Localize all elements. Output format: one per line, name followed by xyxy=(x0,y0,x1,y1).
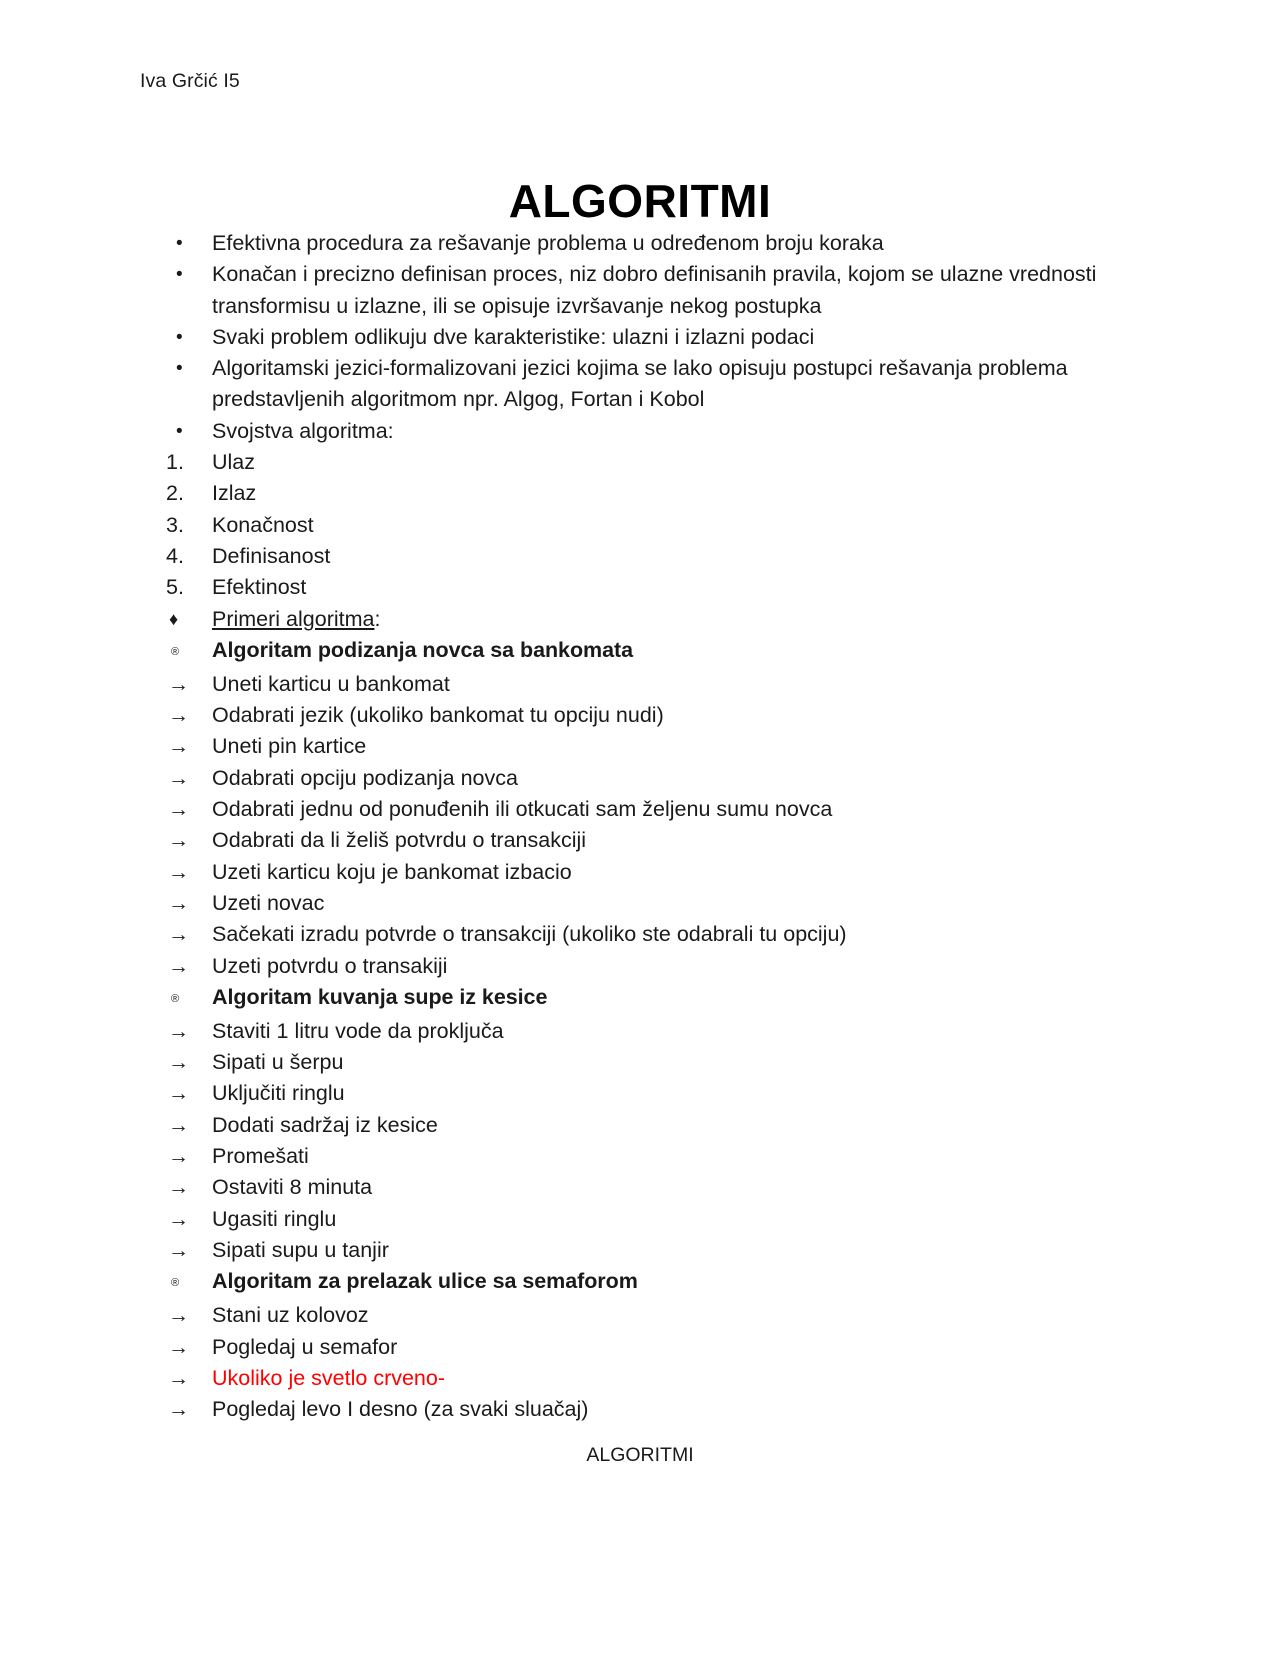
list-item xyxy=(140,1300,1140,1331)
arrow-right-icon: → xyxy=(168,1082,189,1106)
bullet-icon: • xyxy=(176,420,183,442)
registered-icon: ® xyxy=(171,1277,180,1290)
list-item xyxy=(140,322,1140,353)
list-item xyxy=(140,1394,1140,1425)
list-item-text: Odabrati jezik (ukoliko bankomat tu opciju nudi) xyxy=(212,703,664,728)
list-item xyxy=(140,1016,1140,1047)
list-item-text: Efektinost xyxy=(212,575,307,600)
author-header: Iva Grčić I5 xyxy=(140,70,240,92)
list-number: 1. xyxy=(166,450,184,475)
arrow-right-icon: → xyxy=(168,1304,189,1328)
list-item-text: Pogledaj levo I desno (za svaki sluačaj) xyxy=(212,1397,589,1422)
list-item xyxy=(140,700,1140,731)
list-item-text: Ugasiti ringlu xyxy=(212,1206,337,1231)
section-heading: Algoritam za prelazak ulice sa semaforom xyxy=(212,1269,638,1294)
arrow-right-icon: → xyxy=(168,954,189,978)
list-item xyxy=(140,731,1140,762)
trailing-punctuation: : xyxy=(374,606,381,631)
arrow-right-icon: → xyxy=(168,829,189,853)
list-item xyxy=(140,857,1140,888)
arrow-right-icon: → xyxy=(168,1019,189,1043)
list-item-text: Sačekati izradu potvrde o transakciji (ukoliko ste odabrali tu opciju) xyxy=(212,922,847,947)
bullet-icon: • xyxy=(176,326,183,348)
list-number: 5. xyxy=(166,575,184,600)
bullet-icon: • xyxy=(176,264,183,286)
arrow-right-icon: → xyxy=(168,1398,189,1422)
list-item-text: Uneti pin kartice xyxy=(212,734,367,759)
list-item xyxy=(140,888,1140,919)
list-item-text: Dodati sadržaj iz kesice xyxy=(212,1112,438,1137)
arrow-right-icon: → xyxy=(168,672,189,696)
list-item-text: Stani uz kolovoz xyxy=(212,1303,369,1328)
list-item xyxy=(140,982,1140,1016)
arrow-right-icon: → xyxy=(168,1113,189,1137)
list-item-text: Algoritamski jezici-formalizovani jezici kojima se lako opisuju postupci rešavanja problema predstavljenih algoritmom npr. Algog, Fortan i Kobol xyxy=(212,356,1068,412)
list-item xyxy=(140,1204,1140,1235)
list-item-text: Uzeti karticu koju je bankomat izbacio xyxy=(212,859,572,884)
list-item xyxy=(140,1235,1140,1266)
list-item xyxy=(140,669,1140,700)
arrow-right-icon: → xyxy=(168,923,189,947)
list-item-text: Odabrati opciju podizanja novca xyxy=(212,765,518,790)
list-item-text: Sipati u šerpu xyxy=(212,1050,344,1075)
arrow-right-icon: → xyxy=(168,1238,189,1262)
arrow-right-icon: → xyxy=(168,1176,189,1200)
list-item xyxy=(140,1141,1140,1172)
list-item xyxy=(140,951,1140,982)
arrow-right-icon: → xyxy=(168,860,189,884)
page-title: ALGORITMI xyxy=(508,174,772,227)
arrow-right-icon: → xyxy=(168,1335,189,1359)
list-number: 2. xyxy=(166,481,184,506)
list-item xyxy=(140,416,1140,447)
bullet-icon: • xyxy=(176,358,183,380)
underlined-text: Primeri algoritma xyxy=(212,606,375,631)
list-item xyxy=(140,794,1140,825)
list-item xyxy=(140,825,1140,856)
list-item xyxy=(140,353,1140,416)
list-item xyxy=(140,572,1140,603)
list-item-text: Svojstva algoritma: xyxy=(212,418,394,443)
document-body xyxy=(140,228,1140,1425)
list-item xyxy=(140,763,1140,794)
list-item-text: Odabrati da li želiš potvrdu o transakciji xyxy=(212,828,587,853)
arrow-right-icon: → xyxy=(168,1051,189,1075)
list-item xyxy=(140,510,1140,541)
list-item-text: Pogledaj u semafor xyxy=(212,1334,398,1359)
list-item-text: Konačnost xyxy=(212,512,314,537)
list-item-text: Uzeti novac xyxy=(212,890,325,915)
list-item-text: Ukoliko je svetlo crveno- xyxy=(212,1365,446,1390)
list-item xyxy=(140,447,1140,478)
list-item-text: Ostaviti 8 minuta xyxy=(212,1175,373,1200)
registered-icon: ® xyxy=(171,645,180,658)
list-item xyxy=(140,635,1140,669)
arrow-right-icon: → xyxy=(168,1366,189,1390)
list-item-text: Definisanost xyxy=(212,543,331,568)
list-item-text: Sipati supu u tanjir xyxy=(212,1237,389,1262)
arrow-right-icon: → xyxy=(168,704,189,728)
registered-icon: ® xyxy=(171,992,180,1005)
page-footer: ALGORITMI xyxy=(586,1444,694,1466)
arrow-right-icon: → xyxy=(168,735,189,759)
list-item-text: Ulaz xyxy=(212,450,256,475)
list-item xyxy=(140,1110,1140,1141)
list-item-text: Uključiti ringlu xyxy=(212,1081,345,1106)
section-heading: Algoritam kuvanja supe iz kesice xyxy=(212,984,548,1009)
list-item-text: Uneti karticu u bankomat xyxy=(212,671,450,696)
list-item-text: Svaki problem odlikuju dve karakteristike: ulazni i izlazni podaci xyxy=(212,324,815,349)
list-item-text: Staviti 1 litru vode da proključa xyxy=(212,1018,504,1043)
arrow-right-icon: → xyxy=(168,1145,189,1169)
arrow-right-icon: → xyxy=(168,1207,189,1231)
list-item-text xyxy=(212,604,1140,635)
list-item xyxy=(140,228,1140,259)
arrow-right-icon: → xyxy=(168,766,189,790)
section-heading: Algoritam podizanja novca sa bankomata xyxy=(212,637,634,662)
list-item-text: Efektivna procedura za rešavanje problema u određenom broju koraka xyxy=(212,231,884,255)
list-item xyxy=(140,541,1140,572)
arrow-right-icon: → xyxy=(168,891,189,915)
list-item xyxy=(140,604,1140,635)
list-item xyxy=(140,1047,1140,1078)
list-item xyxy=(140,919,1140,950)
list-number: 3. xyxy=(166,512,184,537)
list-item-text: Konačan i precizno definisan proces, niz dobro definisanih pravila, kojom se ulazne vrednosti transformisu u izlazne, ili se opisuje izvršavanje nekog postupka xyxy=(212,262,1097,318)
list-item xyxy=(140,259,1140,322)
bullet-icon: • xyxy=(176,233,183,254)
diamond-icon: ♦ xyxy=(169,608,179,629)
list-item xyxy=(140,1078,1140,1109)
list-item xyxy=(140,1332,1140,1363)
arrow-right-icon: → xyxy=(168,798,189,822)
list-number: 4. xyxy=(166,543,184,568)
list-item xyxy=(140,1363,1140,1394)
list-item-text: Uzeti potvrdu o transakiji xyxy=(212,953,448,978)
list-item xyxy=(140,1266,1140,1300)
list-item-text: Izlaz xyxy=(212,481,257,506)
list-item xyxy=(140,1172,1140,1203)
list-item-text: Odabrati jednu od ponuđenih ili otkucati sam željenu sumu novca xyxy=(212,797,833,822)
list-item xyxy=(140,478,1140,509)
list-item-text: Promešati xyxy=(212,1144,309,1169)
